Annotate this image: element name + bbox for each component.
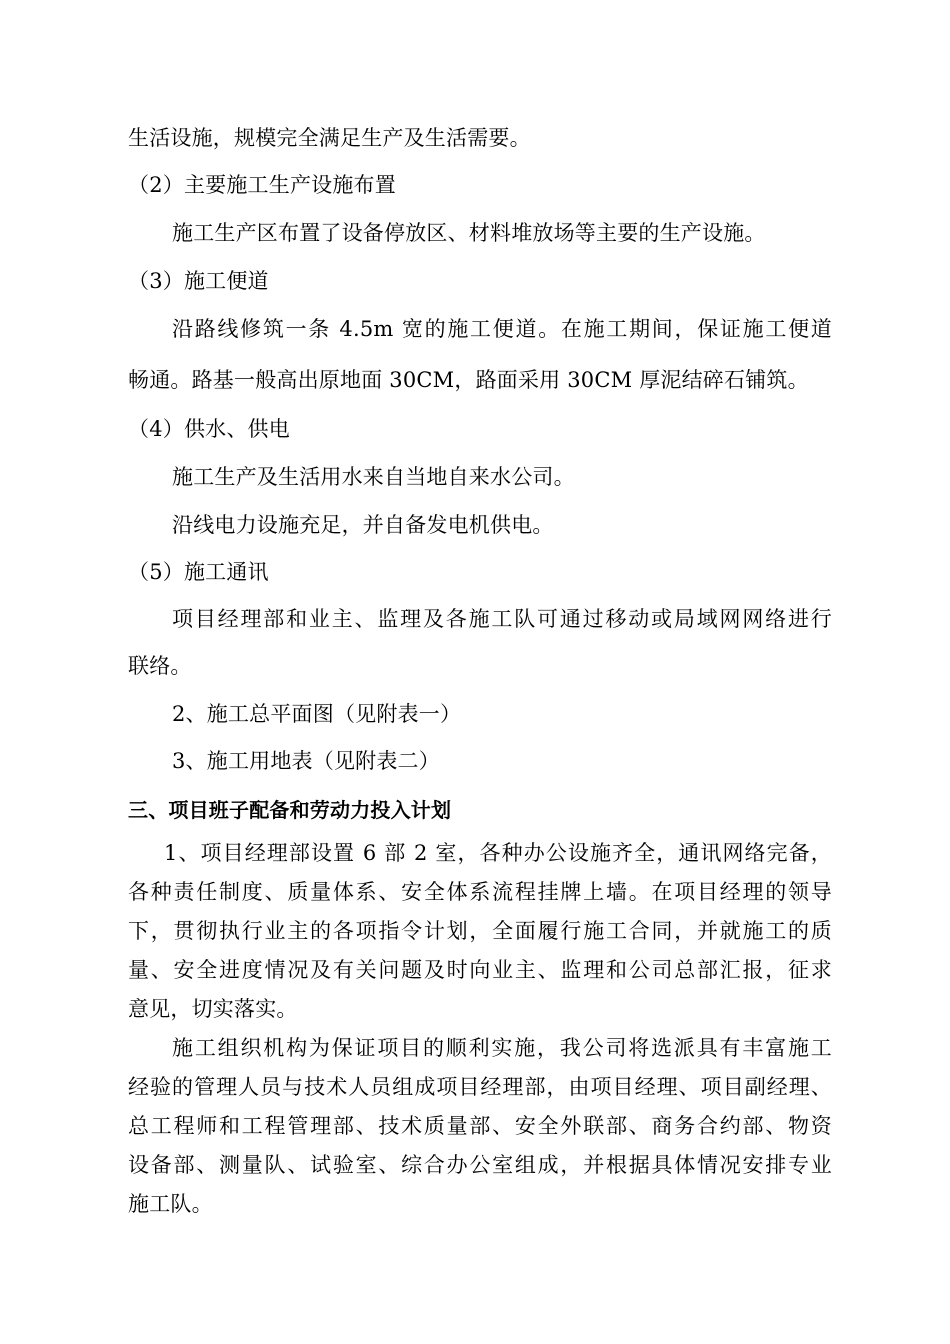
body-line: 各种责任制度、质量体系、安全体系流程挂牌上墙。在项目经理的领导 xyxy=(128,880,832,904)
body-line: 联络。 xyxy=(128,654,192,678)
chapter-heading: 三、项目班子配备和劳动力投入计划 xyxy=(128,798,452,822)
section-heading: （2）主要施工生产设施布置 xyxy=(128,173,396,197)
body-line: 生活设施，规模完全满足生产及生活需要。 xyxy=(128,126,531,150)
body-line: 意见，切实落实。 xyxy=(128,997,298,1021)
body-line: 项目经理部和业主、监理及各施工队可通过移动或局域网网络进行 xyxy=(172,607,832,631)
body-line: 下，贯彻执行业主的各项指令计划，全面履行施工合同，并就施工的质 xyxy=(128,919,832,943)
body-line: 1、项目经理部设置 6 部 2 室，各种办公设施齐全，通讯网络完备， xyxy=(164,841,832,865)
body-line: 施工生产区布置了设备停放区、材料堆放场等主要的生产设施。 xyxy=(172,221,766,245)
body-line: 量、安全进度情况及有关问题及时向业主、监理和公司总部汇报，征求 xyxy=(128,958,832,982)
body-line: 沿线电力设施充足，并自备发电机供电。 xyxy=(172,513,554,537)
body-line: 畅通。路基一般高出原地面 30CM，路面采用 30CM 厚泥结碎石铺筑。 xyxy=(128,368,809,392)
section-heading: （3）施工便道 xyxy=(128,269,269,293)
list-item: 3、施工用地表（见附表二） xyxy=(172,749,440,773)
list-item: 2、施工总平面图（见附表一） xyxy=(172,702,462,726)
section-heading: （5）施工通讯 xyxy=(128,560,269,584)
body-line: 总工程师和工程管理部、技术质量部、安全外联部、商务合约部、物资 xyxy=(128,1114,832,1138)
section-heading: （4）供水、供电 xyxy=(128,417,290,441)
body-line: 施工生产及生活用水来自当地自来水公司。 xyxy=(172,465,575,489)
body-line: 施工组织机构为保证项目的顺利实施，我公司将选派具有丰富施工 xyxy=(172,1036,832,1060)
body-line: 经验的管理人员与技术人员组成项目经理部，由项目经理、项目副经理、 xyxy=(128,1075,832,1099)
body-line: 设备部、测量队、试验室、综合办公室组成，并根据具体情况安排专业 xyxy=(128,1153,832,1177)
body-line: 施工队。 xyxy=(128,1192,213,1216)
body-line: 沿路线修筑一条 4.5m 宽的施工便道。在施工期间，保证施工便道 xyxy=(172,317,832,341)
